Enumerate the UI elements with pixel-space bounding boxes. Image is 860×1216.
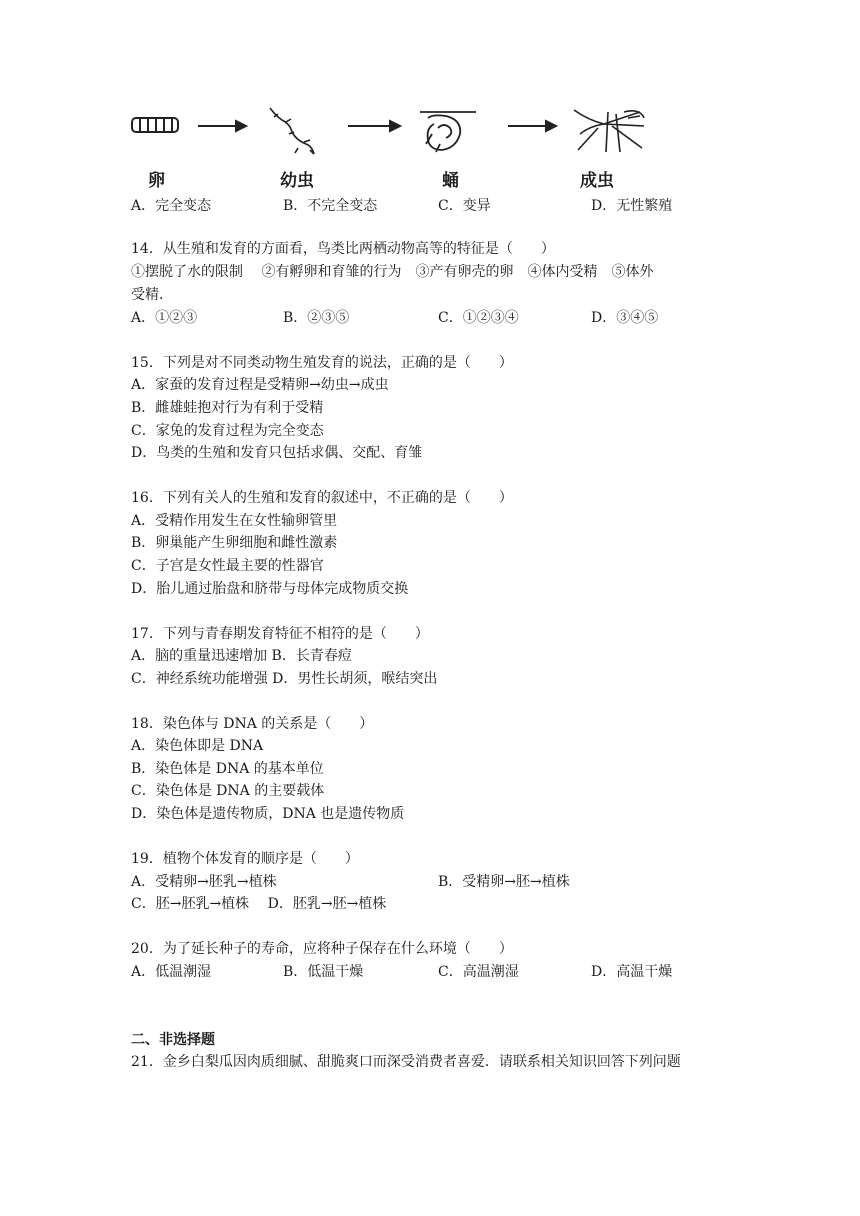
option-d: D．无性繁殖 [591, 198, 673, 214]
option-c: C．高温潮湿 [438, 964, 519, 980]
stage-label-adult: 成虫 [580, 171, 614, 191]
option-b: B．染色体是 DNA 的基本单位 [131, 761, 324, 777]
option-a: A．低温潮湿 [131, 964, 212, 980]
egg-sketch [132, 118, 178, 132]
option-d: D．染色体是遗传物质，DNA 也是遗传物质 [131, 806, 405, 822]
option-d: D．③④⑤ [591, 310, 659, 326]
pupa-sketch [420, 112, 476, 152]
option-a: A．受精卵→胚乳→植株 [131, 874, 277, 890]
option-a: A．完全变态 [131, 198, 212, 214]
option-c: C．家兔的发育过程为完全变态 [131, 423, 324, 439]
larva-sketch [270, 108, 314, 154]
metamorphosis-illustration [128, 104, 668, 164]
options-row: C．神经系统功能增强 D．男性长胡须，喉结突出 [131, 671, 438, 687]
option-c: C．变异 [438, 198, 491, 214]
options-row: C．胚→胚乳→植株 D．胚乳→胚→植株 [131, 896, 387, 912]
option-b: B．低温干燥 [283, 964, 364, 980]
stage-label-larva: 幼虫 [280, 171, 314, 191]
arrow-icon [508, 121, 556, 131]
option-c: C．①②③④ [438, 310, 519, 326]
option-a: A．家蚕的发育过程是受精卵→幼虫→成虫 [131, 377, 389, 393]
stage-label-pupa: 蛹 [442, 171, 459, 191]
question-statement-line: 受精． [131, 287, 173, 303]
option-b: B．受精卵→胚→植株 [438, 874, 570, 890]
option-a: A．①②③ [131, 310, 198, 326]
option-c: C．染色体是 DNA 的主要载体 [131, 783, 325, 799]
option-b: B．卵巢能产生卵细胞和雌性激素 [131, 535, 338, 551]
option-d: D．鸟类的生殖和发育只包括求偶、交配、育雏 [131, 445, 423, 461]
option-d: D．高温干燥 [591, 964, 673, 980]
option-b: B．不完全变态 [283, 198, 378, 214]
adult-mosquito-sketch [574, 110, 644, 152]
option-c: C．子宫是女性最主要的性器官 [131, 558, 324, 574]
arrow-icon [348, 121, 400, 131]
question-stem: 20．为了延长种子的寿命，应将种子保存在什么环境（ ） [131, 941, 513, 957]
question-stem: 17．下列与青春期发育特征不相符的是（ ） [131, 626, 429, 642]
section-heading: 二、非选择题 [131, 1032, 215, 1048]
option-a: A．染色体即是 DNA [131, 738, 264, 754]
arrow-icon [198, 121, 246, 131]
question-stem: 18．染色体与 DNA 的关系是（ ） [131, 716, 374, 732]
question-stem: 14．从生殖和发育的方面看，鸟类比两栖动物高等的特征是（ ） [131, 241, 555, 257]
question-stem: 21．金乡白梨瓜因肉质细腻、甜脆爽口而深受消费者喜爱．请联系相关知识回答下列问题 [131, 1054, 681, 1070]
option-a: A．受精作用发生在女性输卵管里 [131, 513, 338, 529]
question-stem: 15．下列是对不同类动物生殖发育的说法，正确的是（ ） [131, 355, 513, 371]
option-b: B．雌雄蛙抱对行为有利于受精 [131, 400, 324, 416]
options-row: A．脑的重量迅速增加 B．长青春痘 [131, 648, 352, 664]
stage-label-egg: 卵 [148, 171, 165, 191]
question-stem: 19．植物个体发育的顺序是（ ） [131, 851, 359, 867]
question-statement-line: ①摆脱了水的限制 ②有孵卵和育雏的行为 ③产有卵壳的卵 ④体内受精 ⑤体外 [131, 264, 654, 280]
option-b: B．②③⑤ [283, 310, 350, 326]
question-stem: 16．下列有关人的生殖和发育的叙述中，不正确的是（ ） [131, 490, 513, 506]
metamorphosis-figure [128, 104, 668, 196]
option-d: D．胎儿通过胎盘和脐带与母体完成物质交换 [131, 581, 409, 597]
